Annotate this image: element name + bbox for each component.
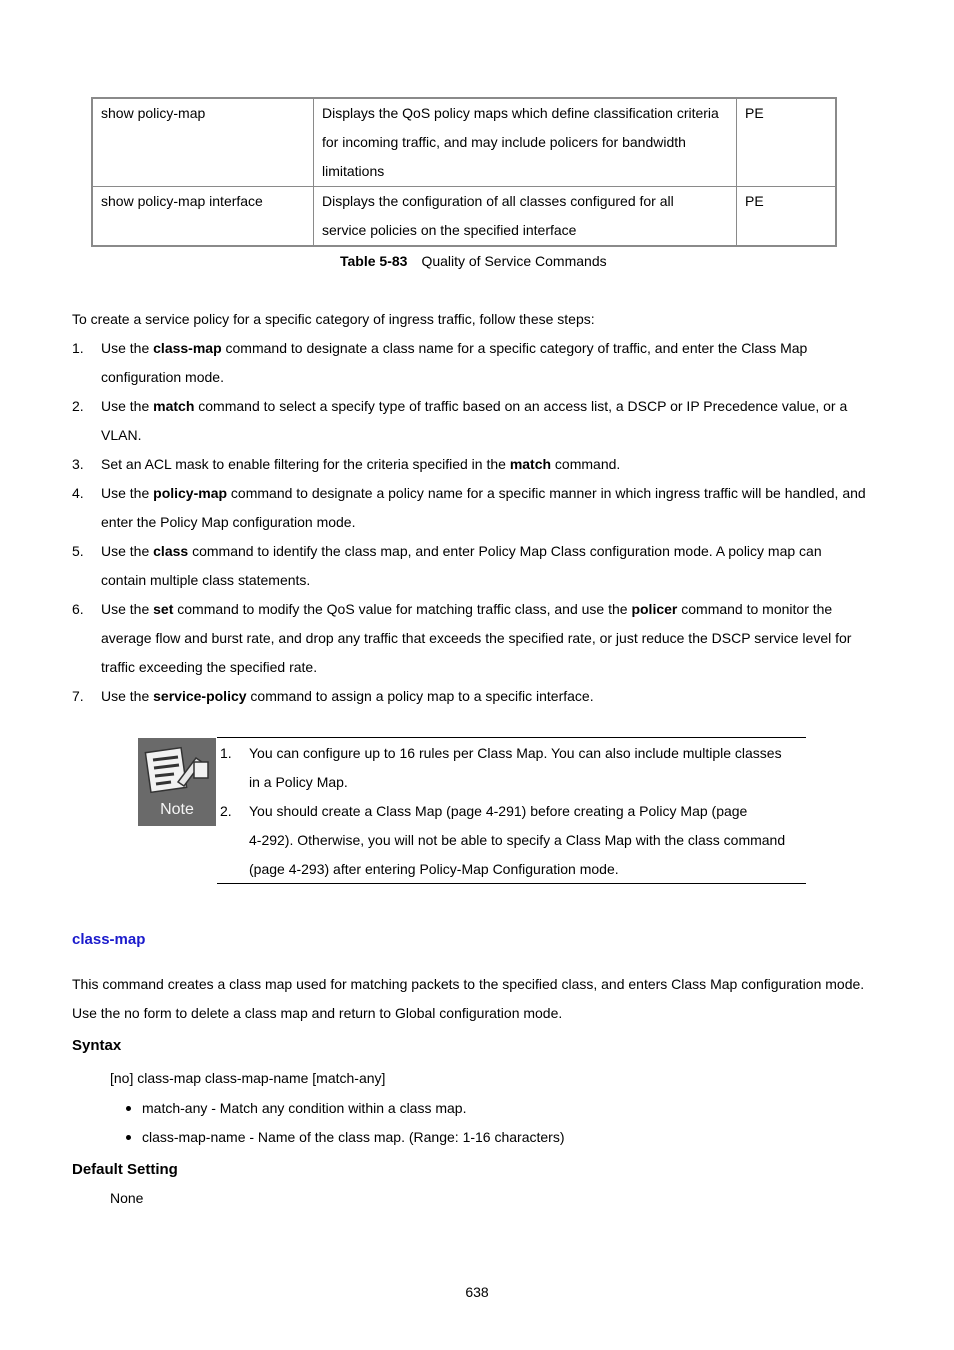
- description-line: Use the no form to delete a class map and return to Global configuration mode.: [72, 1005, 563, 1021]
- step-run: average flow and burst rate, and drop any traffic that exceeds the specified rate, or just reduce the DSCP service level for: [101, 630, 852, 646]
- caption-text: Quality of Service Commands: [421, 253, 607, 269]
- default-value: None: [110, 1190, 144, 1206]
- step-text: [101, 334, 891, 392]
- function-line: service policies on the specified interface: [322, 222, 577, 238]
- section-title: class-map: [72, 931, 146, 948]
- step-run: Use the: [101, 543, 154, 559]
- step-run: configuration mode.: [101, 369, 224, 385]
- command-keyword: service-policy: [153, 688, 247, 704]
- step-number: 1.: [72, 340, 84, 356]
- note-line: You can configure up to 16 rules per Class Map. You can also include multiple classes: [249, 745, 782, 761]
- step-run: command to identify the class map, and enter Policy Map Class configuration mode. A policy map can: [188, 543, 822, 559]
- caption-label: Table 5-83: [340, 253, 408, 269]
- note-icon-label: Note: [160, 801, 194, 818]
- table-caption: [340, 252, 607, 270]
- command-cell: show policy-map interface: [92, 187, 314, 247]
- command-table: [91, 97, 837, 247]
- intro-paragraph: To create a service policy for a specific category of ingress traffic, follow these steps:: [72, 311, 595, 327]
- step-number: 7.: [72, 688, 84, 704]
- step-text: [101, 537, 891, 595]
- step-text: [101, 479, 891, 537]
- command-keyword: policer: [631, 601, 678, 617]
- table-row: [92, 187, 836, 247]
- step-run: Use the: [101, 688, 154, 704]
- note-number: 1.: [220, 745, 232, 761]
- step-text: [101, 450, 891, 479]
- step-number: 5.: [72, 543, 84, 559]
- step-run: Use the: [101, 485, 154, 501]
- bullet-text: class-map-name - Name of the class map. (Range: 1-16 characters): [142, 1129, 565, 1145]
- step-number: 2.: [72, 398, 84, 414]
- step-run: Use the: [101, 340, 154, 356]
- step-line: [101, 653, 891, 682]
- step-number: 4.: [72, 485, 84, 501]
- function-line: limitations: [322, 163, 385, 179]
- note-number: 2.: [220, 803, 232, 819]
- function-line: Displays the configuration of all classes configured for all: [322, 193, 674, 209]
- step-run: command to designate a class name for a specific category of traffic, and enter the Class Map: [221, 340, 808, 356]
- step-run: traffic exceeding the specified rate.: [101, 659, 318, 675]
- function-cell: [314, 98, 737, 187]
- step-line: [101, 421, 891, 450]
- bullet-text: match-any - Match any condition within a class map.: [142, 1100, 467, 1116]
- command-keyword: class-map: [153, 340, 222, 356]
- step-text: [101, 392, 891, 450]
- note-text: [249, 739, 805, 797]
- step-run: VLAN.: [101, 427, 142, 443]
- step-run: command to modify the QoS value for matching traffic class, and use the: [173, 601, 632, 617]
- step-text: [101, 682, 891, 711]
- step-line: [101, 392, 891, 421]
- note-line: You should create a Class Map (page 4-291) before creating a Policy Map (page: [249, 803, 748, 819]
- step-run: Use the: [101, 601, 154, 617]
- step-run: contain multiple class statements.: [101, 572, 311, 588]
- page-number: 638: [465, 1284, 489, 1300]
- command-keyword: match: [509, 456, 552, 472]
- step-number: 3.: [72, 456, 84, 472]
- command-cell: show policy-map: [92, 98, 314, 187]
- command-keyword: class: [153, 543, 189, 559]
- function-line: for incoming traffic, and may include policers for bandwidth: [322, 134, 686, 150]
- bullet-dot: [126, 1106, 131, 1111]
- step-line: [101, 624, 891, 653]
- step-line: [101, 334, 891, 363]
- default-heading: Default Setting: [72, 1161, 178, 1178]
- step-line: [101, 508, 891, 537]
- step-run: Use the: [101, 398, 154, 414]
- step-line: [101, 450, 891, 479]
- step-line: [101, 537, 891, 566]
- mode-cell: PE: [737, 187, 837, 247]
- step-run: command to select a specify type of traffic based on an access list, a DSCP or IP Precedence value, or a: [194, 398, 848, 414]
- syntax-heading: Syntax: [72, 1037, 122, 1054]
- note-line: 4-292). Otherwise, you will not be able to specify a Class Map with the class command: [249, 832, 786, 848]
- syntax-line: [no] class-map class-map-name [match-any]: [110, 1070, 386, 1086]
- bullet-dot: [126, 1135, 131, 1140]
- step-line: [101, 566, 891, 595]
- function-line: Displays the QoS policy maps which define classification criteria: [322, 105, 719, 121]
- step-run: Set an ACL mask to enable filtering for the criteria specified in the: [101, 456, 510, 472]
- description-line: This command creates a class map used for matching packets to the specified class, and enters Class Map configuration mode.: [72, 976, 865, 992]
- step-line: [101, 595, 891, 624]
- step-text: [101, 595, 891, 682]
- mode-cell: PE: [737, 98, 837, 187]
- step-run: command.: [551, 456, 621, 472]
- command-keyword: set: [153, 601, 174, 617]
- step-line: [101, 479, 891, 508]
- step-run: command to monitor the: [677, 601, 833, 617]
- note-line: (page 4-293) after entering Policy-Map Configuration mode.: [249, 861, 619, 877]
- command-keyword: policy-map: [153, 485, 228, 501]
- step-run: enter the Policy Map configuration mode.: [101, 514, 356, 530]
- description-paragraph: [72, 970, 892, 1028]
- note-line: in a Policy Map.: [249, 774, 348, 790]
- step-line: [101, 363, 891, 392]
- function-cell: [314, 187, 737, 247]
- note-icon: [138, 738, 216, 826]
- step-run: command to designate a policy name for a specific manner in which ingress traffic will be handled, and: [227, 485, 866, 501]
- note-box: [217, 737, 806, 884]
- note-text: [249, 797, 805, 884]
- command-keyword: match: [153, 398, 195, 414]
- step-run: command to assign a policy map to a specific interface.: [246, 688, 594, 704]
- step-number: 6.: [72, 601, 84, 617]
- table-row: [92, 98, 836, 187]
- step-line: [101, 682, 891, 711]
